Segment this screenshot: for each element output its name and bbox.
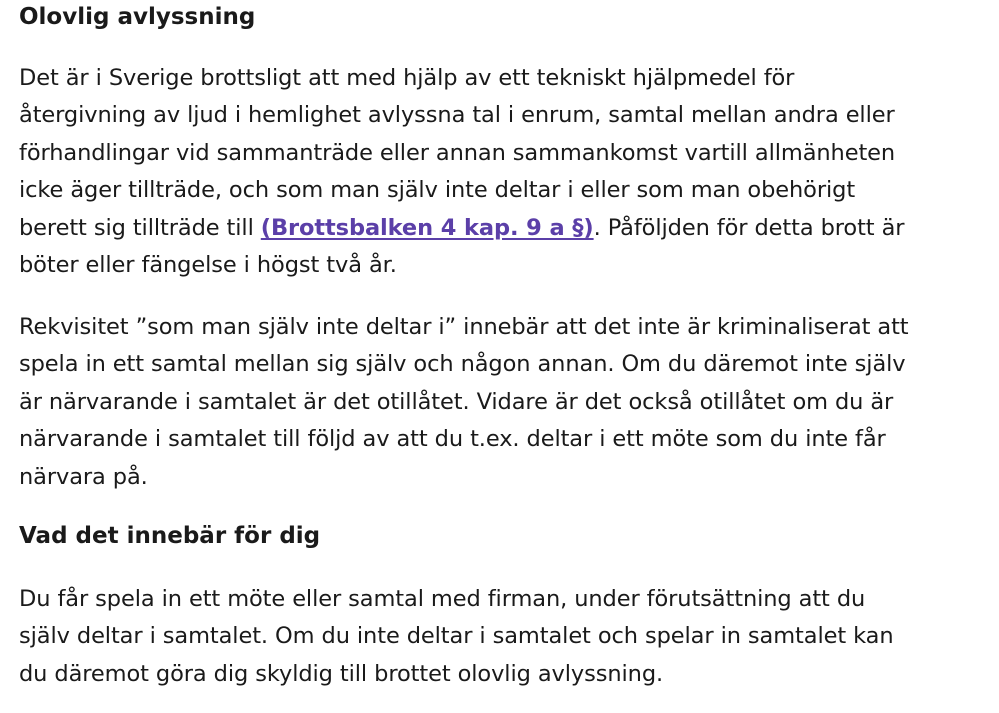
text-line: närvara på. — [19, 463, 148, 490]
section-heading-vad-det-innebar: Vad det innebär för dig — [19, 523, 321, 549]
text-line: du däremot göra dig skyldig till brottet olovlig avlyssning. — [19, 660, 664, 687]
text-fragment: . Påföljden för detta brott är — [593, 214, 905, 241]
text-line: förhandlingar vid sammanträde eller annan sammankomst vartill allmänheten — [19, 139, 896, 166]
text-line: återgivning av ljud i hemlighet avlyssna tal i enrum, samtal mellan andra eller — [19, 102, 895, 129]
paragraph-rekvisitet — [19, 309, 964, 496]
text-line: närvarande i samtalet till följd av att du t.ex. deltar i ett möte som du inte får — [19, 426, 886, 453]
text-line: själv deltar i samtalet. Om du inte deltar i samtalet och spelar in samtalet kan — [19, 623, 894, 650]
text-line: spela in ett samtal mellan sig själv och någon annan. Om du däremot inte själv — [19, 351, 906, 378]
paragraph-definition — [19, 60, 964, 284]
text-line: är närvarande i samtalet är det otillåtet. Vidare är det också otillåtet om du är — [19, 388, 894, 415]
paragraph-implications — [19, 581, 964, 693]
text-line: böter eller fängelse i högst två år. — [19, 252, 397, 279]
text-line: Du får spela in ett möte eller samtal med firman, under förutsättning att du — [19, 586, 866, 612]
text-line: Rekvisitet ”som man själv inte deltar i” innebär att det inte är kriminaliserat att — [19, 314, 909, 340]
text-line: icke äger tillträde, och som man själv inte deltar i eller som man obehörigt — [19, 177, 856, 204]
brottsbalken-law-link[interactable]: (Brottsbalken 4 kap. 9 a §) — [260, 214, 594, 241]
section-heading-olovlig-avlyssning: Olovlig avlyssning — [19, 4, 256, 30]
text-line: Det är i Sverige brottsligt att med hjälp av ett tekniskt hjälpmedel för — [19, 65, 795, 91]
text-fragment: berett sig tillträde till — [19, 214, 261, 241]
text-line-with-link — [19, 210, 964, 247]
